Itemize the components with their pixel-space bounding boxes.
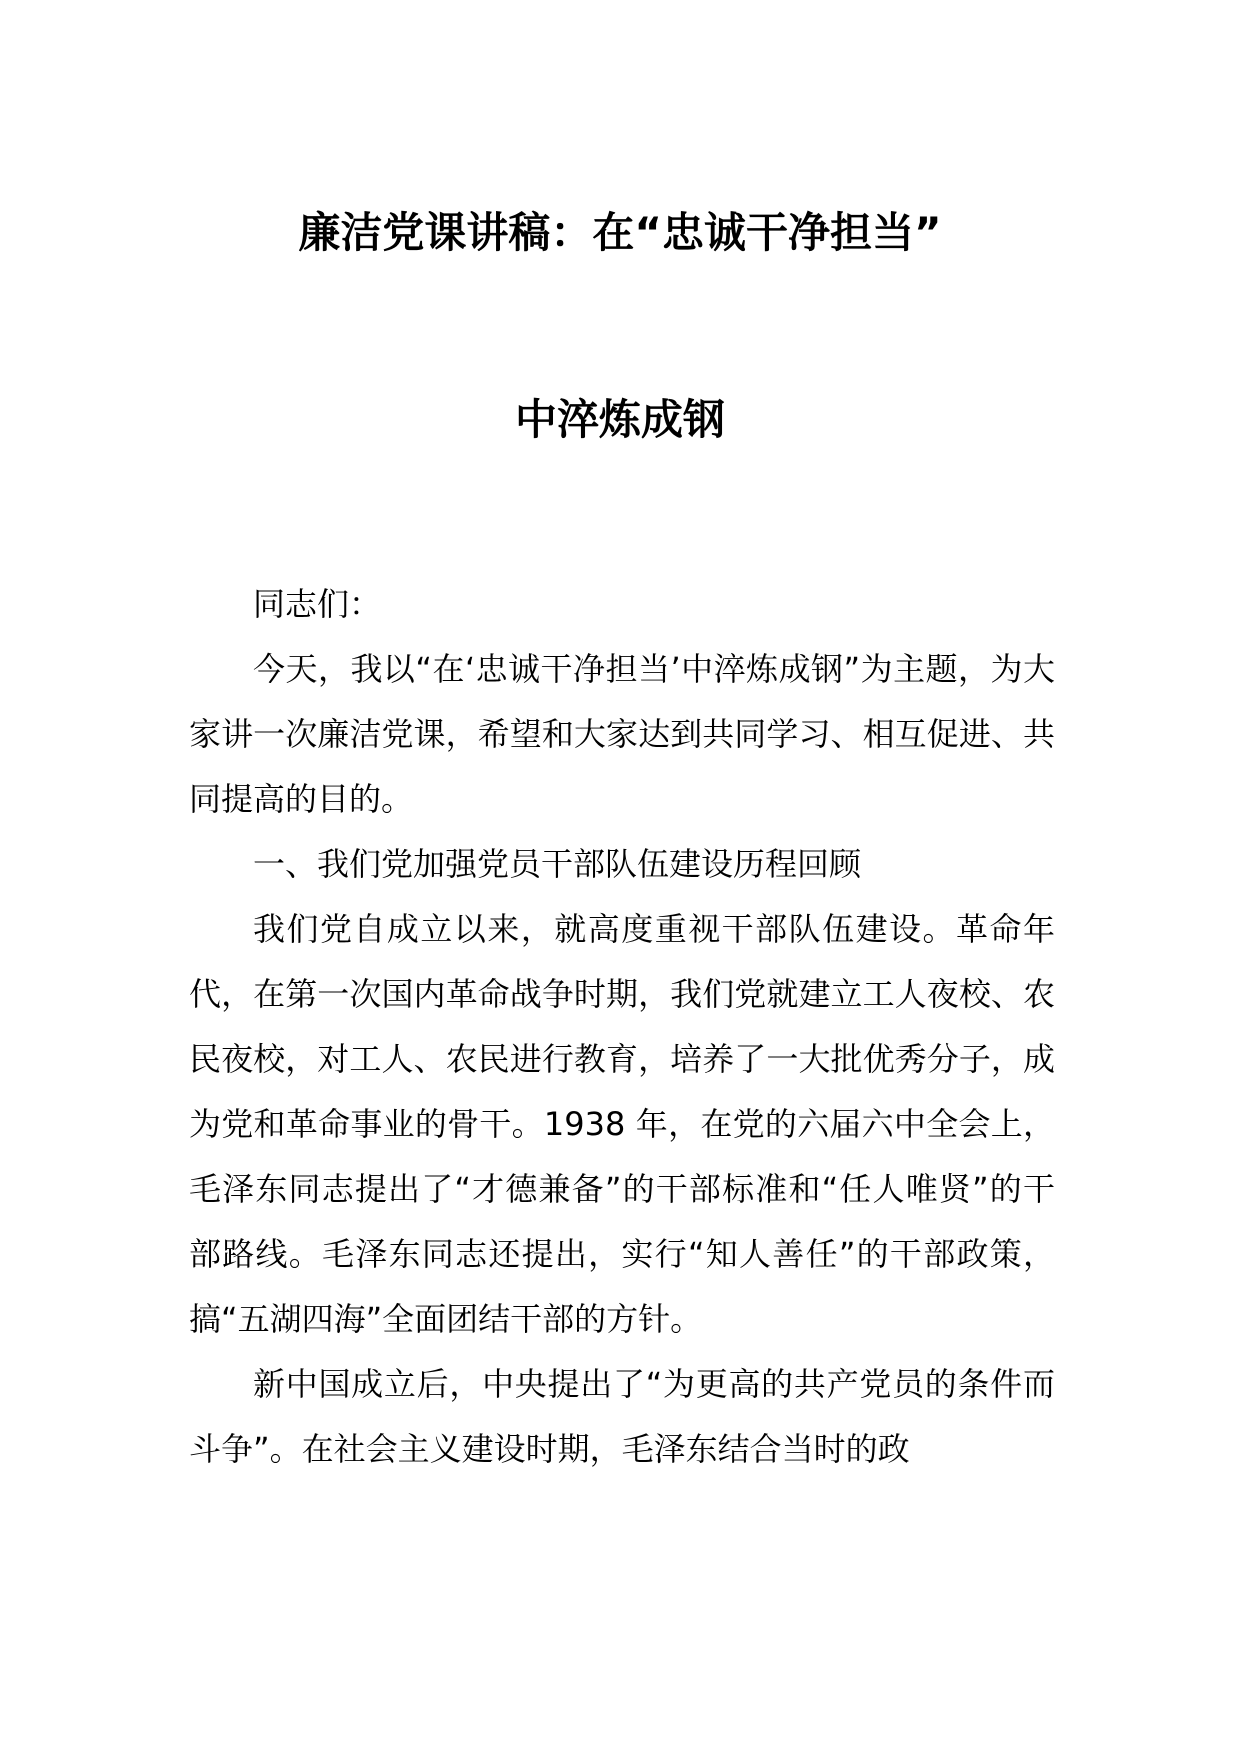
section-heading: 一、我们党加强党员干部队伍建设历程回顾 [253,845,862,883]
new-china-paragraph: 新中国成立后，中央提出了“为更高的共产党员的条件而斗争”。在社会主义建设时期，毛泽东结合当时的政 [189,1365,1055,1468]
salutation-paragraph: 同志们： [253,585,382,623]
document-body [189,572,1055,1482]
intro-paragraph: 今天，我以“在‘忠诚干净担当’中淬炼成钢”为主题，为大家讲一次廉洁党课，希望和大家达到共同学习、相互促进、共同提高的目的。 [189,650,1055,818]
document-title-line-1: 廉洁党课讲稿：在“忠诚干净担当” [298,208,942,257]
document-title-line-2: 中淬炼成钢 [514,395,725,444]
history-paragraph: 我们党自成立以来，就高度重视干部队伍建设。革命年代，在第一次国内革命战争时期，我们党就建立工人夜校、农民夜校，对工人、农民进行教育，培养了一大批优秀分子，成为党和革命事业的骨干。1938 年，在党的六届六中全会上，毛泽东同志提出了“才德兼备”的干部标准和“任人唯贤”的干部路线。毛泽东同志还提出，实行“知人善任”的干部政策，搞“五湖四海”全面团结干部的方针。 [189,910,1055,1338]
